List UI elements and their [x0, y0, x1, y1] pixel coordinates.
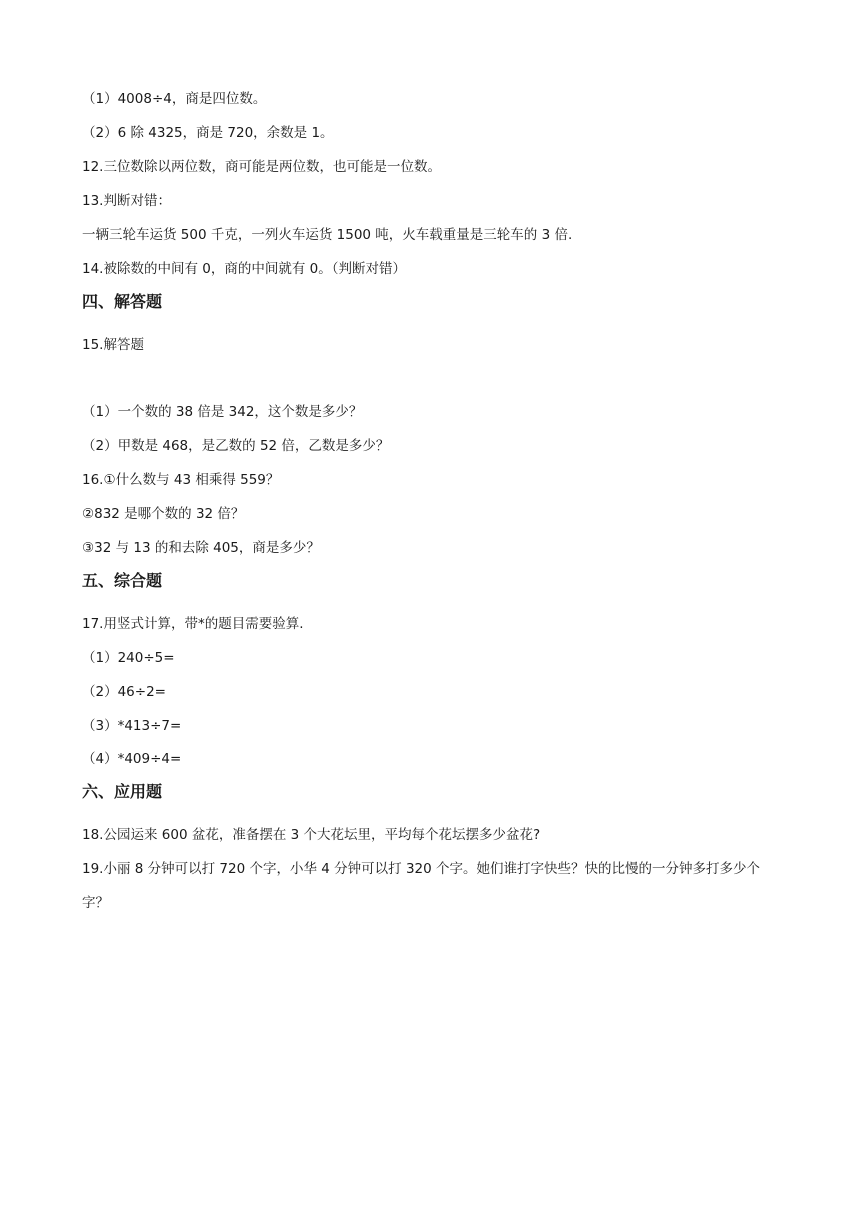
- q16-item-3: ③32 与 13 的和去除 405，商是多少？: [82, 540, 320, 556]
- q16-item-2: ②832 是哪个数的 32 倍？: [82, 506, 245, 522]
- section-4-heading: 四、解答题: [82, 292, 163, 311]
- section-5-heading: 五、综合题: [82, 571, 163, 590]
- q15-item-2: （2）甲数是 468，是乙数的 52 倍，乙数是多少？: [82, 438, 390, 454]
- question-12: 12.三位数除以两位数，商可能是两位数，也可能是一位数。: [82, 159, 441, 175]
- question-15: 15.解答题: [82, 337, 144, 353]
- question-14: 14.被除数的中间有 0，商的中间就有 0。（判断对错）: [82, 261, 406, 277]
- question-13-statement: 一辆三轮车运货 500 千克，一列火车运货 1500 吨，火车载重量是三轮车的 3 倍.: [82, 227, 573, 243]
- question-13: 13.判断对错：: [82, 193, 171, 209]
- q17-item-3: （3）*413÷7=: [82, 718, 182, 734]
- q17-item-1: （1）240÷5=: [82, 650, 175, 666]
- q11-item-1: （1）4008÷4，商是四位数。: [82, 91, 267, 107]
- section-6-heading: 六、应用题: [82, 782, 163, 801]
- q16-item-1: 16.①什么数与 43 相乘得 559？: [82, 472, 280, 488]
- question-17: 17.用竖式计算，带*的题目需要验算.: [82, 616, 304, 632]
- q15-item-1: （1）一个数的 38 倍是 342，这个数是多少？: [82, 404, 363, 420]
- question-19: 19.小丽 8 分钟可以打 720 个字，小华 4 分钟可以打 320 个字。她们谁打字快些？快的比慢的一分钟多打多少个字？: [82, 861, 761, 911]
- q17-item-4: （4）*409÷4=: [82, 751, 182, 767]
- q11-item-2: （2）6 除 4325，商是 720，余数是 1。: [82, 125, 334, 141]
- q17-item-2: （2）46÷2=: [82, 684, 166, 700]
- question-18: 18.公园运来 600 盆花，准备摆在 3 个大花坛里，平均每个花坛摆多少盆花?: [82, 827, 541, 843]
